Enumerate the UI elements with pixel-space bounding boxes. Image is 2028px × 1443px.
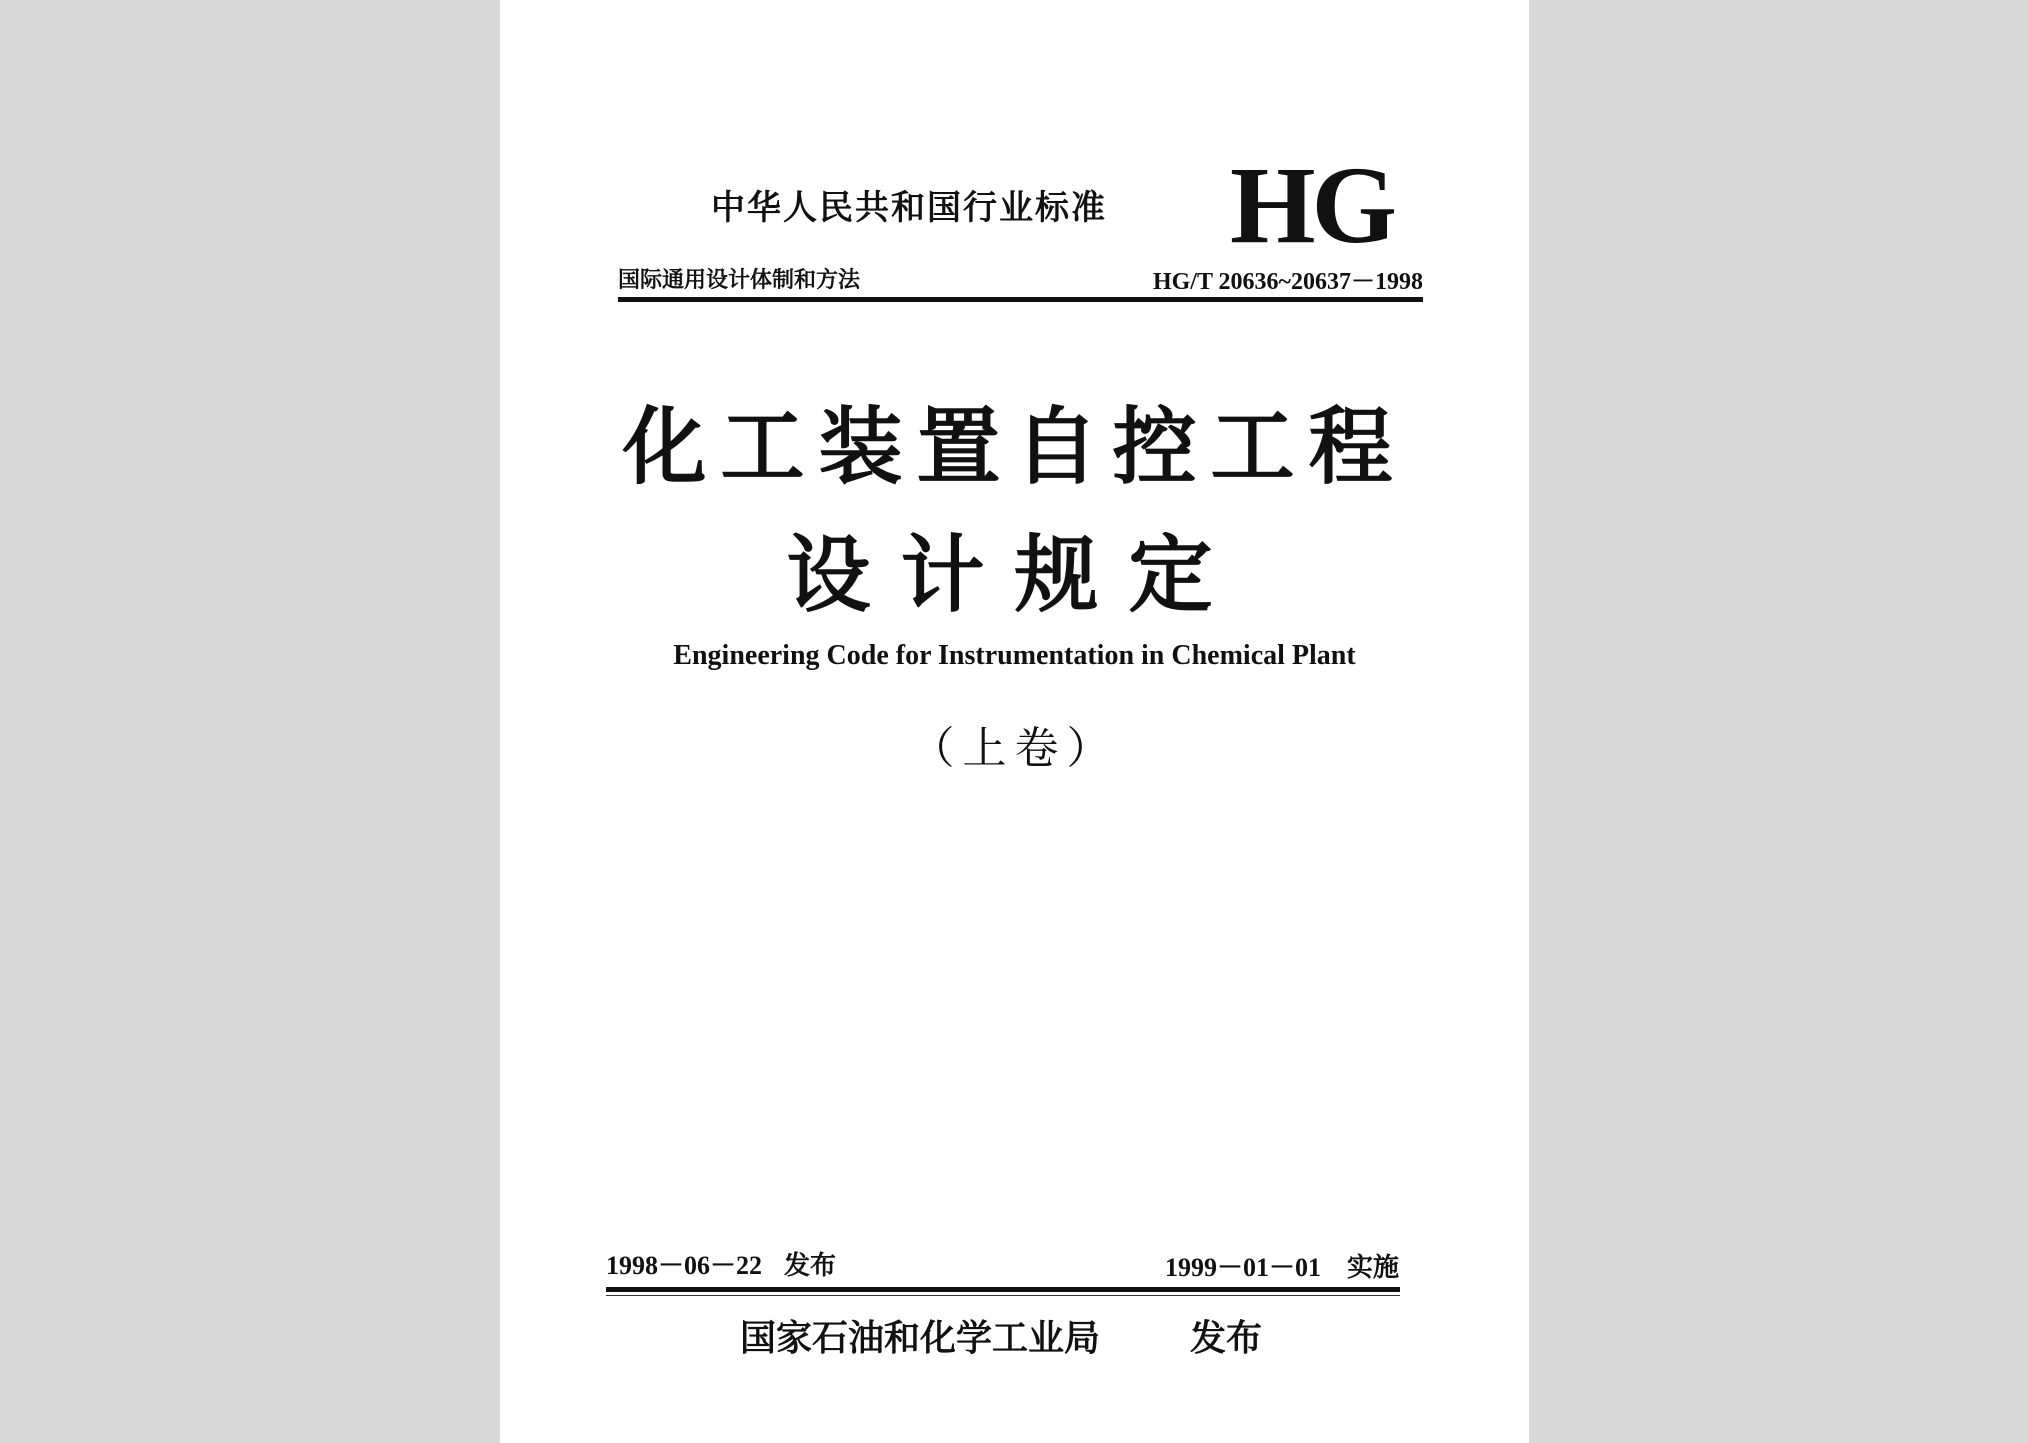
hg-logo: HG <box>1230 144 1394 266</box>
footer-rule <box>606 1287 1400 1292</box>
header-rule <box>618 297 1423 302</box>
issue-label: 发布 <box>784 1251 837 1281</box>
issue-date: 1998－06－22 <box>606 1251 763 1280</box>
standard-type-heading: 中华人民共和国行业标准 <box>711 188 1107 228</box>
cover-page <box>500 0 1529 1443</box>
effective-label: 实施 <box>1346 1253 1399 1283</box>
issue-date-row <box>606 1245 836 1282</box>
english-title: Engineering Code for Instrumentation in Chemical Plant <box>673 640 1356 671</box>
effective-date-row <box>1165 1247 1399 1284</box>
effective-date: 1999－01－01 <box>1164 1253 1321 1282</box>
title-line-1: 化工装置自控工程 <box>622 398 1407 496</box>
publisher: 国家石油和化学工业局 <box>740 1318 1101 1359</box>
footer-rule-thin <box>606 1295 1400 1296</box>
publish-label: 发布 <box>1190 1318 1263 1359</box>
series-label: 国际通用设计体制和方法 <box>618 268 861 293</box>
standard-code: HG/T 20636~20637－1998 <box>1152 269 1423 295</box>
volume-label: （上卷） <box>910 723 1119 774</box>
title-line-2: 设计规定 <box>786 526 1243 624</box>
